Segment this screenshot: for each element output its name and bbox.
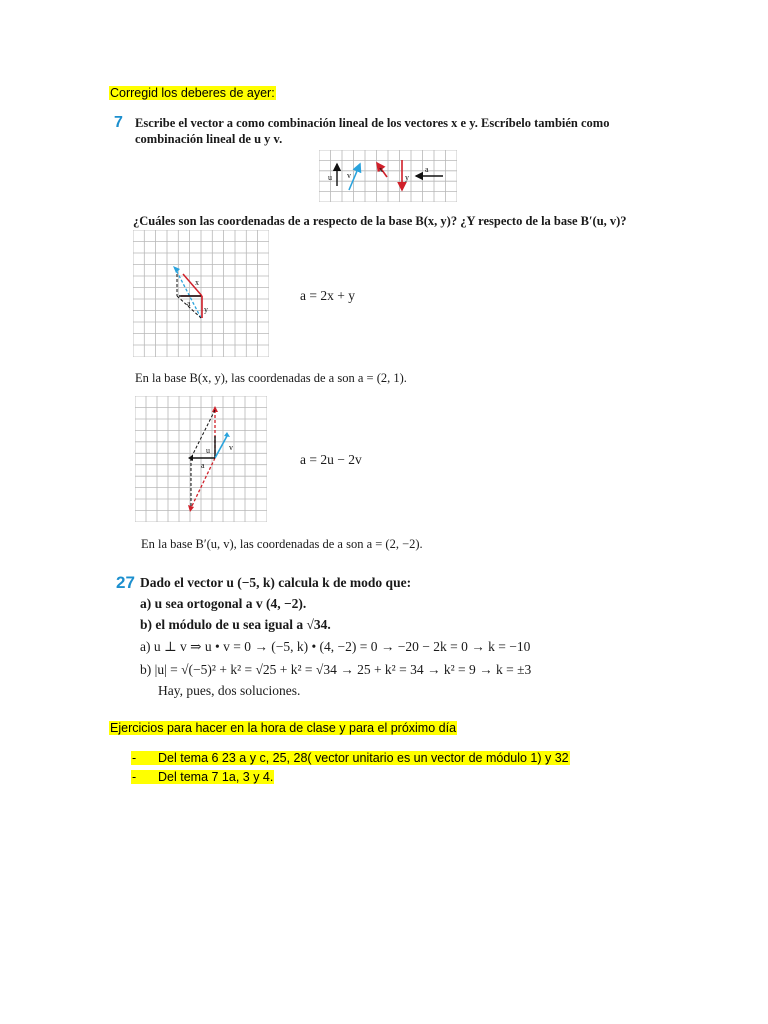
exercise-27-solution-note: Hay, pues, dos soluciones. [158,683,301,698]
exercise-number-27: 27 [116,573,135,592]
exercise-7-statement-line1: Escribe el vector a como combinación lineal de los vectores x e y. Escríbelo también como [135,116,610,130]
homework-item-text: Del tema 6 23 a y c, 25, 28( vector unitario es un vector de módulo 1) y 32 [158,751,569,765]
exercise-27-statement: Dado el vector u (−5, k) calcula k de modo que: [140,575,412,590]
exercise-7-statement-line2: combinación lineal de u y v. [135,132,283,146]
exercise-27-part-a: a) u sea ortogonal a v (4, −2). [140,596,307,611]
exercise-27-part-b: b) el módulo de u sea igual a √34. [140,617,331,632]
grid-label-v: v [347,171,351,180]
exercise-27-solution-a: a) u ⊥ v ⇒ u • v = 0 → (−5, k) • (4, −2) = 0 → −20 − 2k = 0 → k = −10 [140,639,531,654]
diagram1-label-y: y [204,305,208,314]
caption-base-xy: En la base B(x, y), las coordenadas de a son a = (2, 1). [135,371,407,385]
grid-label-a: a [425,165,429,174]
result-base-xy: a = 2x + y [300,288,355,303]
diagram2-dashed-black [191,410,215,458]
diagram1-label-x: x [195,278,199,287]
caption-base-uv: En la base B′(u, v), las coordenadas de a son a = (2, −2). [141,537,423,551]
homework-item-text: Del tema 7 1a, 3 y 4. [158,770,274,784]
diagram2-vector-v [215,436,227,458]
page-title: Corregid los deberes de ayer: [110,86,275,100]
grid-label-u: u [328,173,332,182]
diagram-base-uv [135,396,267,522]
diagram2-label-u: u [206,446,210,455]
diagram1-vector-x [183,274,202,296]
grid-label-y: y [405,173,409,182]
diagram-base-xy [133,230,269,357]
exercise-27-solution-b: b) |u| = √(−5)² + k² = √25 + k² = √34 → 25 + k² = 34 → k² = 9 → k = ±3 [140,662,532,677]
diagram2-label-a: a [201,461,205,470]
grid-label-x: x [379,165,383,174]
homework-item [131,751,570,765]
result-base-uv: a = 2u − 2v [300,452,362,467]
exercise-7-question: ¿Cuáles son las coordenadas de a respecto de la base B(x, y)? ¿Y respecto de la base B′(u, v)? [133,214,627,228]
diagram2-label-v: v [229,443,233,452]
homework-item-dash: - [132,770,137,784]
exercise-number-7: 7 [114,114,123,131]
homework-item [131,770,274,784]
diagram1-label-a: a [187,299,191,308]
vectors-grid [319,150,457,202]
homework-title: Ejercicios para hacer en la hora de clase y para el próximo día [110,721,457,735]
homework-item-dash: - [132,751,137,765]
